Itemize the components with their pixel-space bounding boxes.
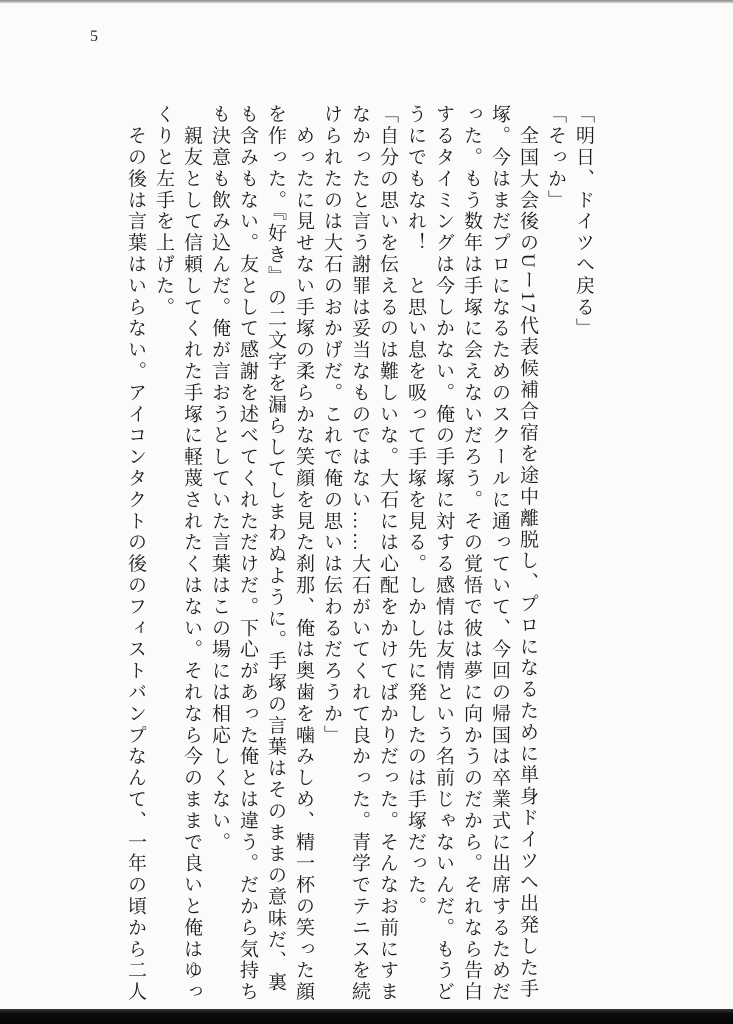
narration-paragraph: 全国大会後のUー17代表候補合宿を途中離脱し、プロになるために単身ドイツへ出発した手塚。今はまだプロになるためのスクールに通っていて、今回の帰国は卒業式に出席するためだった。もう数年は手塚に会えないだろう。その覚悟で彼は夢に向かうのだから。それなら告白するタイミングは今しかない。俺の手塚に対する感情は友情という名前じゃないんだ。もうどうにでもなれ！ と思い息を吸って手塚を見る。しかし先に発したのは手塚だった。 xyxy=(405,104,538,1003)
dialogue-paragraph: 「自分の思いを伝えるのは難しいな。大石には心配をかけてばかりだった。そんなお前にすまなかったと言う謝罪は妥当なものではない……大石がいてくれて良かった。青学でテニスを続けられたのは大石のおかげだ。これで俺の思いは伝わるだろうか」 xyxy=(321,104,398,1003)
narration-paragraph: その後は言葉はいらない。アイコンタクトの後のフィストバンプなんて、一年の頃から二人 xyxy=(125,104,146,1003)
page-number: 5 xyxy=(90,28,99,45)
narration-paragraph: めったに見せない手塚の柔らかな笑顔を見た刹那、俺は奥歯を噛みしめ、精一杯の笑った顔を作った。『好き』の二文字を漏らしてしまわぬように。手塚の言葉はそのままの意味だ、裏も含みもない。友として感謝を述べてくれただけだ。下心があった俺とは違う。だから気持ちも決意も飲み込んだ。俺が言おうとしていた言葉はこの場には相応しくない。 xyxy=(209,104,314,1003)
narration-paragraph: 親友として信頼してくれた手塚に軽蔑されたくはない。それなら今のままで良いと俺はゆっくりと左手を上げた。 xyxy=(153,104,202,1003)
vertical-text-block xyxy=(121,104,597,1012)
photo-bottom-edge xyxy=(0,1009,733,1024)
dialogue-line: 「そっか」 xyxy=(545,104,566,211)
photo-top-edge xyxy=(0,0,733,3)
dialogue-line: 「明日、ドイツへ戻る」 xyxy=(573,104,594,340)
